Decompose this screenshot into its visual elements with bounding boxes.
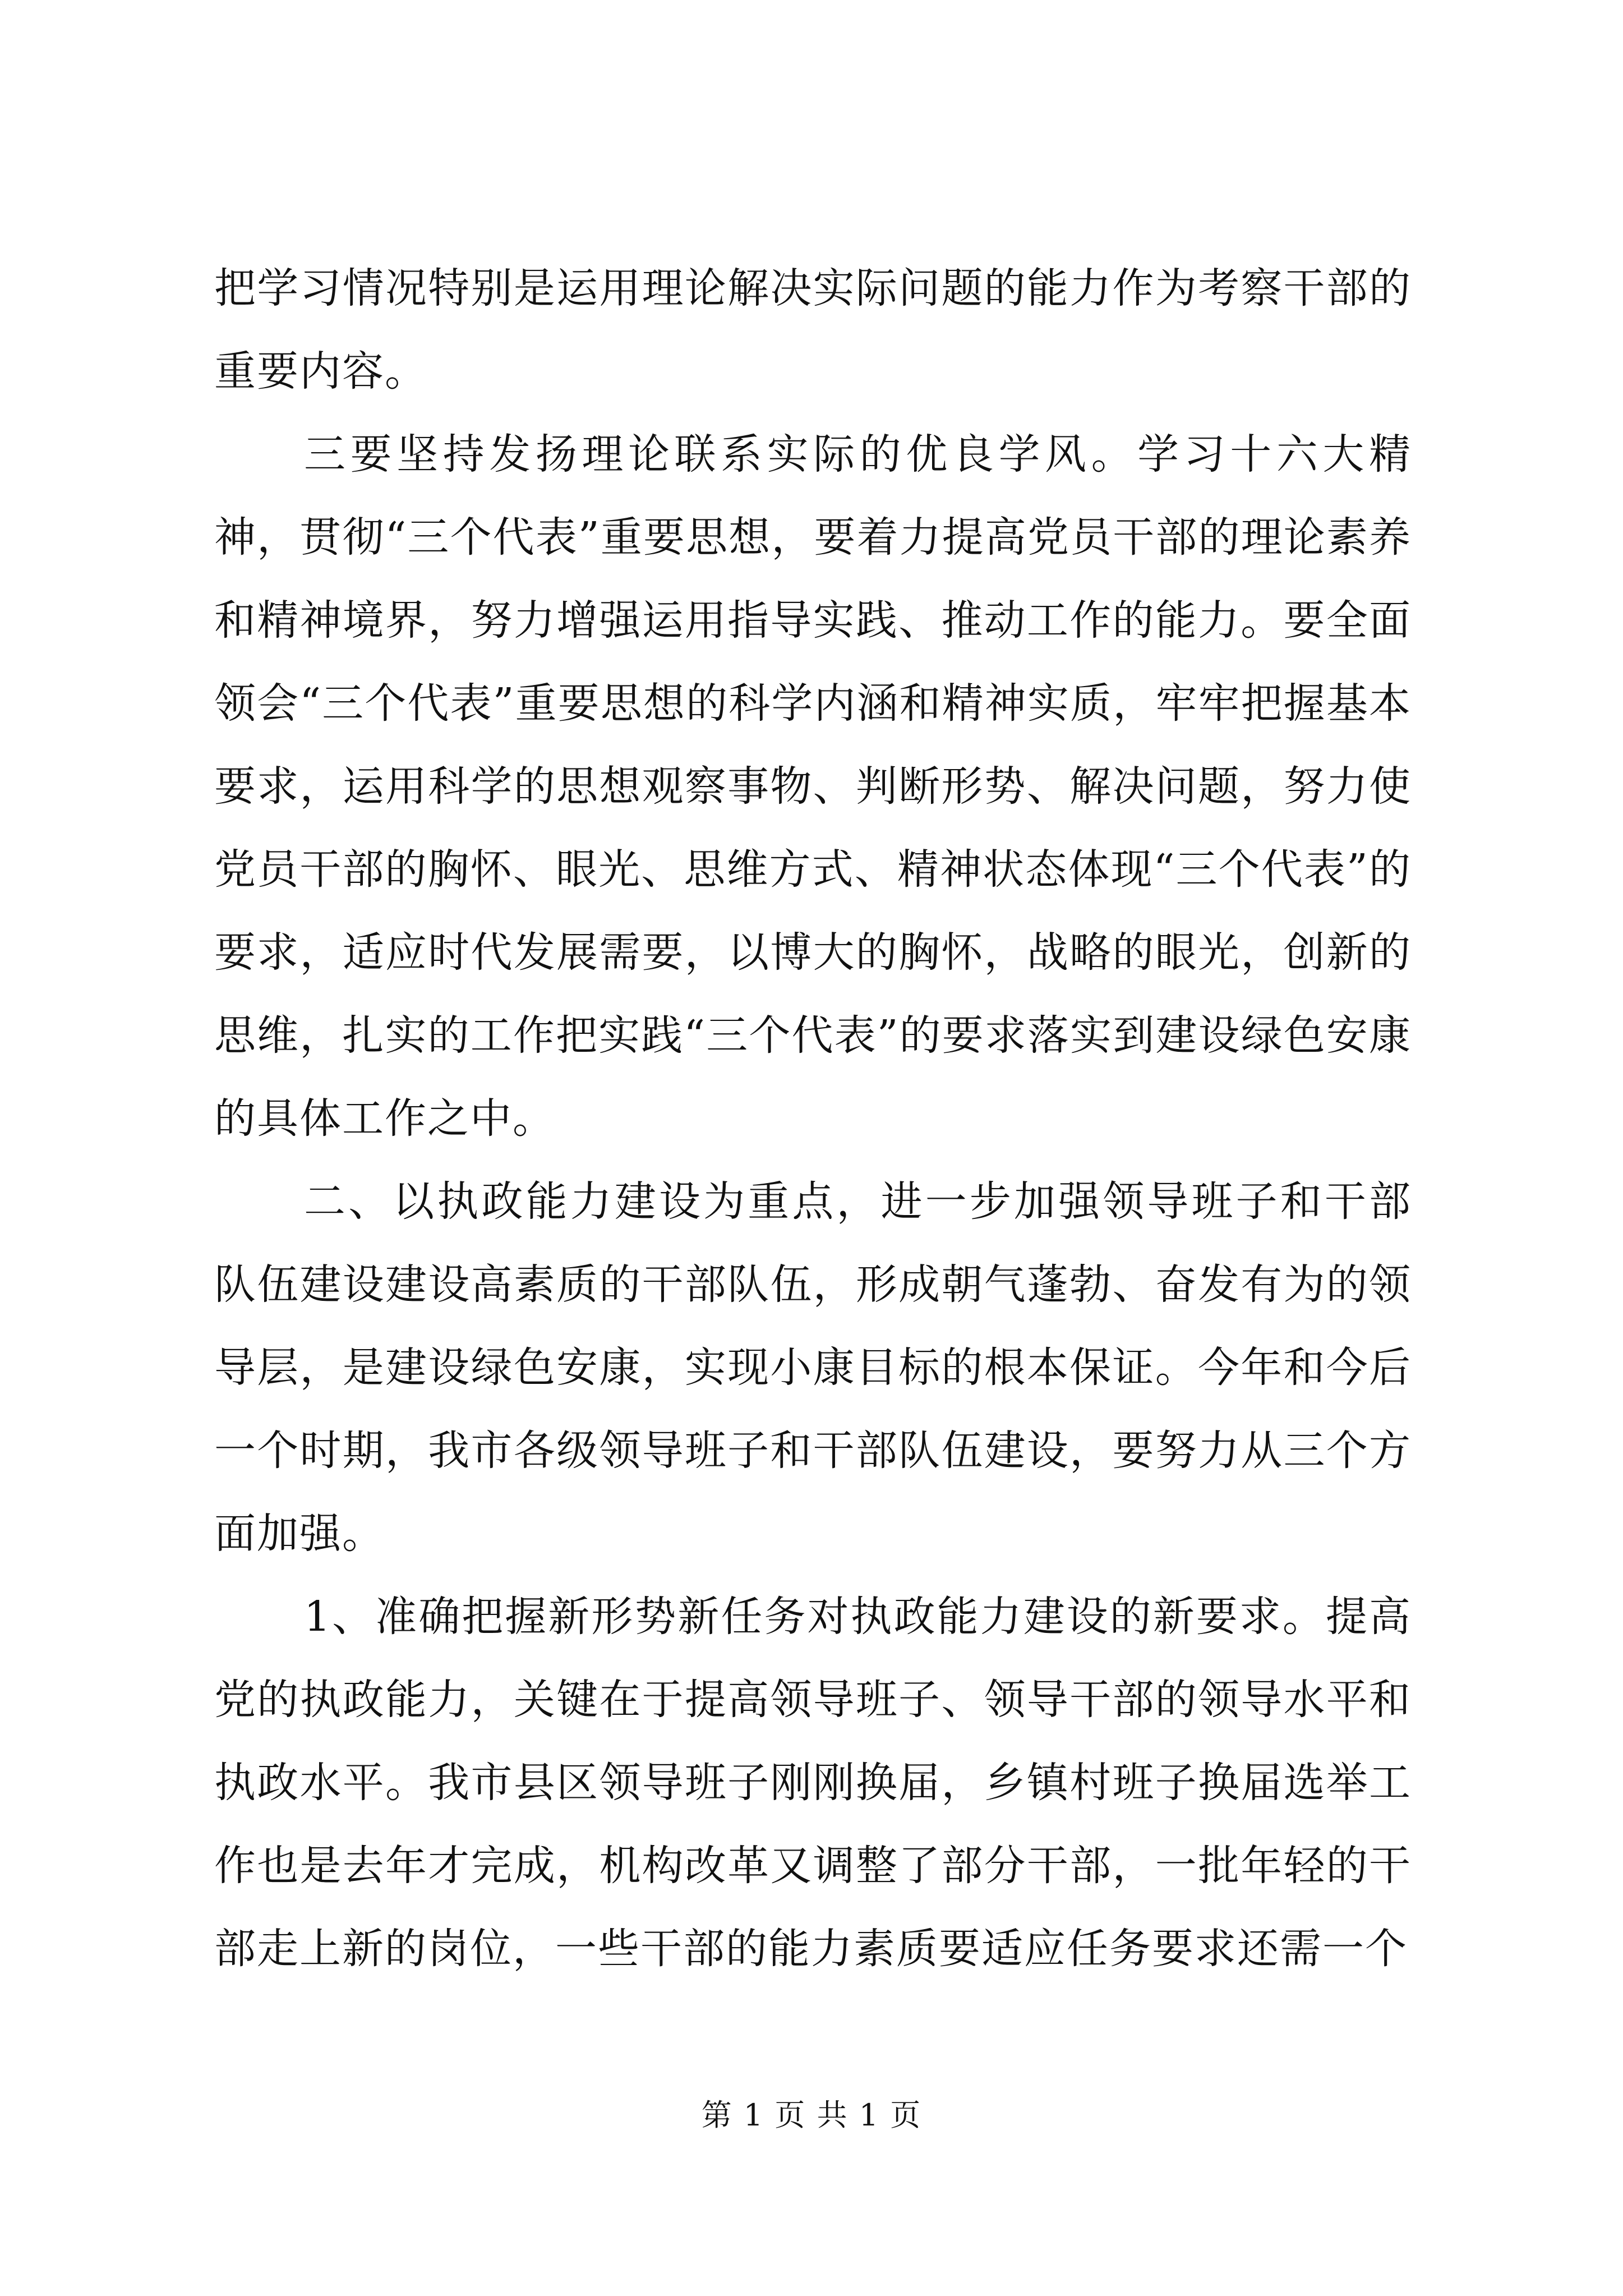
paragraph-2: 三要坚持发扬理论联系实际的优良学风。学习十六大精神，贯彻“三个代表”重要思想，要着力提高党员干部的理论素养和精神境界，努力增强运用指导实践、推动工作的能力。要全面领会“三个代表”重要思想的科学内涵和精神实质，牢牢把握基本要求，运用科学的思想观察事物、判断形势、解决问题，努力使党员干部的胸怀、眼光、思维方式、精神状态体现“三个代表”的要求，适应时代发展需要，以博大的胸怀，战略的眼光，创新的思维，扎实的工作把实践“三个代表”的要求落实到建设绿色安康的具体工作之中。: [214, 430, 1412, 1143]
paragraph-1: 把学习情况特别是运用理论解决实际问题的能力作为考察干部的重要内容。: [214, 264, 1412, 395]
page-footer: 第 1 页 共 1 页: [701, 2097, 922, 2133]
paragraph-4: 1、准确把握新形势新任务对执政能力建设的新要求。提高党的执政能力，关键在于提高领导班子、领导干部的领导水平和执政水平。我市县区领导班子刚刚换届，乡镇村班子换届选举工作也是去年才完成，机构改革又调整了部分干部，一批年轻的干部走上新的岗位，一些干部的能力素质要适应任务要求还需一个: [214, 1593, 1412, 1973]
document-body: [214, 247, 1412, 1990]
paragraph-3: 二、以执政能力建设为重点，进一步加强领导班子和干部队伍建设建设高素质的干部队伍，形成朝气蓬勃、奋发有为的领导层，是建设绿色安康，实现小康目标的根本保证。今年和今后一个时期，我市各级领导班子和干部队伍建设，要努力从三个方面加强。: [214, 1177, 1412, 1558]
